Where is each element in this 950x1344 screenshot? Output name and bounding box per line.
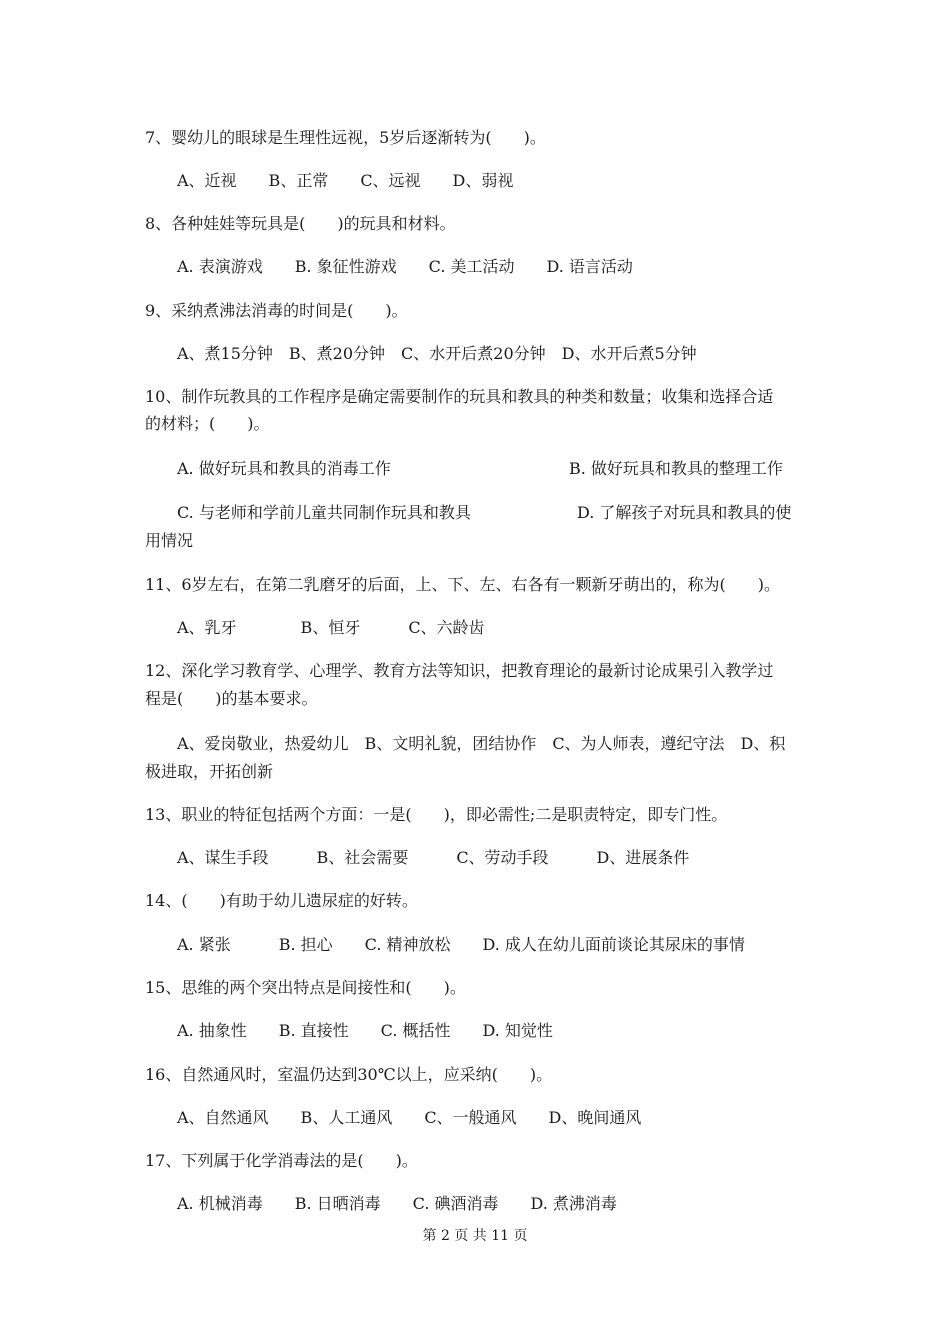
question-14-options: A. 紧张 B. 担心 C. 精神放松 D. 成人在幼儿面前谈论其尿床的事情 — [177, 935, 745, 954]
question-10-option-a: A. 做好玩具和教具的消毒工作 — [177, 459, 391, 478]
question-7-stem: 7、婴幼儿的眼球是生理性远视，5岁后逐渐转为( )。 — [145, 128, 546, 147]
question-9-stem: 9、采纳煮沸法消毒的时间是( )。 — [145, 301, 408, 320]
question-8-options: A. 表演游戏 B. 象征性游戏 C. 美工活动 D. 语言活动 — [177, 257, 633, 276]
page-number-footer: 第 2 页 共 11 页 — [422, 1228, 528, 1244]
question-8-stem: 8、各种娃娃等玩具是( )的玩具和材料。 — [145, 214, 456, 233]
question-11-stem: 11、6岁左右，在第二乳磨牙的后面，上、下、左、右各有一颗新牙萌出的，称为( )。 — [145, 575, 781, 594]
question-15-options: A. 抽象性 B. 直接性 C. 概括性 D. 知觉性 — [177, 1021, 553, 1040]
question-11-options: A、乳牙 B、恒牙 C、六龄齿 — [177, 618, 485, 637]
question-16-stem: 16、自然通风时，室温仍达到30℃以上，应采纳( )。 — [145, 1065, 553, 1084]
question-10-option-d-line2: 用情况 — [145, 531, 194, 550]
question-12-options-line2: 极进取，开拓创新 — [145, 762, 274, 781]
question-10-option-d-line1: D. 了解孩子对玩具和教具的使 — [577, 503, 792, 522]
question-10-stem-line2: 的材料；( )。 — [145, 414, 270, 433]
question-10-option-c: C. 与老师和学前儿童共同制作玩具和教具 — [177, 503, 471, 522]
question-17-stem: 17、下列属于化学消毒法的是( )。 — [145, 1151, 418, 1170]
question-12-stem-line1: 12、深化学习教育学、心理学、教育方法等知识，把教育理论的最新讨论成果引入教学过 — [145, 661, 774, 680]
question-15-stem: 15、思维的两个突出特点是间接性和( )。 — [145, 978, 466, 997]
question-12-options-line1: A、爱岗敬业，热爱幼儿 B、文明礼貌，团结协作 C、为人师表，遵纪守法 D、积 — [177, 734, 786, 753]
question-13-options: A、谋生手段 B、社会需要 C、劳动手段 D、进展条件 — [177, 848, 690, 867]
question-12-stem-line2: 程是( )的基本要求。 — [145, 689, 318, 708]
question-14-stem: 14、( )有助于幼儿遗尿症的好转。 — [145, 891, 418, 910]
question-10-option-b: B. 做好玩具和教具的整理工作 — [569, 459, 783, 478]
question-13-stem: 13、职业的特征包括两个方面：一是( )，即必需性;二是职责特定，即专门性。 — [145, 805, 728, 824]
question-17-options: A. 机械消毒 B. 日晒消毒 C. 碘酒消毒 D. 煮沸消毒 — [177, 1194, 617, 1213]
question-10-stem-line1: 10、制作玩教具的工作程序是确定需要制作的玩具和教具的种类和数量；收集和选择合适 — [145, 387, 774, 406]
question-16-options: A、自然通风 B、人工通风 C、一般通风 D、晚间通风 — [177, 1108, 642, 1127]
question-7-options: A、近视 B、正常 C、远视 D、弱视 — [177, 171, 514, 190]
question-9-options: A、煮15分钟 B、煮20分钟 C、水开后煮20分钟 D、水开后煮5分钟 — [177, 344, 697, 363]
